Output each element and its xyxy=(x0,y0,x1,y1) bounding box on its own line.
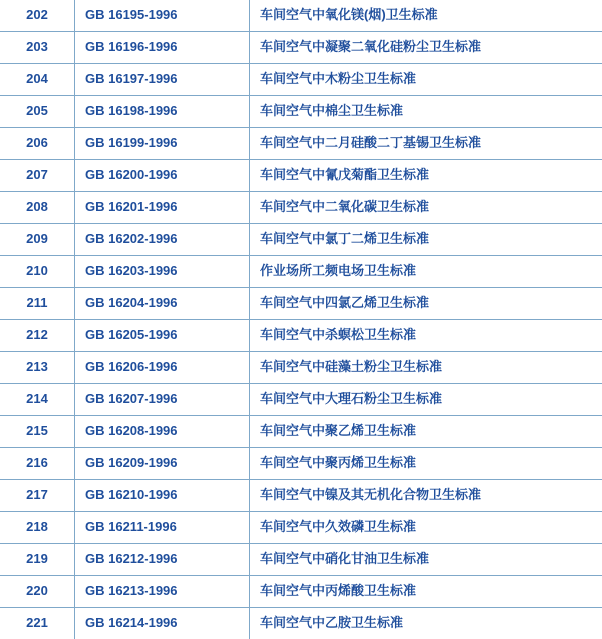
table-row xyxy=(0,288,602,320)
standard-code: GB 16208-1996 xyxy=(85,424,243,438)
standard-code-cell xyxy=(75,192,250,224)
row-number: 206 xyxy=(6,136,68,150)
standard-code-cell xyxy=(75,256,250,288)
row-number: 216 xyxy=(6,456,68,470)
table-row xyxy=(0,64,602,96)
row-number-cell xyxy=(0,256,75,288)
standard-code-cell xyxy=(75,544,250,576)
row-number: 217 xyxy=(6,488,68,502)
row-number-cell xyxy=(0,0,75,32)
row-number-cell xyxy=(0,64,75,96)
row-number: 202 xyxy=(6,8,68,22)
standard-title-cell xyxy=(250,96,602,128)
row-number-cell xyxy=(0,192,75,224)
row-number: 207 xyxy=(6,168,68,182)
standard-code: GB 16201-1996 xyxy=(85,200,243,214)
table-row xyxy=(0,576,602,608)
table-row xyxy=(0,448,602,480)
row-number: 210 xyxy=(6,264,68,278)
standard-code-cell xyxy=(75,320,250,352)
standard-code: GB 16199-1996 xyxy=(85,136,243,150)
standard-title: 车间空气中乙胺卫生标准 xyxy=(260,616,602,630)
table-row xyxy=(0,384,602,416)
table-row xyxy=(0,512,602,544)
standard-title-cell xyxy=(250,320,602,352)
standard-code: GB 16198-1996 xyxy=(85,104,243,118)
row-number-cell xyxy=(0,32,75,64)
table-row xyxy=(0,320,602,352)
standard-title: 车间空气中硅藻土粉尘卫生标准 xyxy=(260,360,602,374)
table-row xyxy=(0,128,602,160)
standard-title: 车间空气中凝聚二氧化硅粉尘卫生标准 xyxy=(260,40,602,54)
standard-title-cell xyxy=(250,288,602,320)
standard-title-cell xyxy=(250,480,602,512)
row-number: 213 xyxy=(6,360,68,374)
standard-title-cell xyxy=(250,416,602,448)
standard-code-cell xyxy=(75,576,250,608)
row-number: 212 xyxy=(6,328,68,342)
table-row xyxy=(0,416,602,448)
standard-title: 车间空气中杀螟松卫生标准 xyxy=(260,328,602,342)
standard-title: 车间空气中氯丁二烯卫生标准 xyxy=(260,232,602,246)
standard-title-cell xyxy=(250,0,602,32)
table-row xyxy=(0,480,602,512)
standard-title-cell xyxy=(250,128,602,160)
row-number-cell xyxy=(0,512,75,544)
standard-title-cell xyxy=(250,512,602,544)
table-row xyxy=(0,0,602,32)
standard-title-cell xyxy=(250,160,602,192)
table-row xyxy=(0,256,602,288)
standard-code-cell xyxy=(75,0,250,32)
row-number-cell xyxy=(0,448,75,480)
row-number: 208 xyxy=(6,200,68,214)
table-row xyxy=(0,160,602,192)
standard-code-cell xyxy=(75,160,250,192)
standard-title-cell xyxy=(250,256,602,288)
standard-code: GB 16203-1996 xyxy=(85,264,243,278)
row-number: 214 xyxy=(6,392,68,406)
standard-code-cell xyxy=(75,352,250,384)
row-number-cell xyxy=(0,160,75,192)
standard-title: 车间空气中聚丙烯卫生标准 xyxy=(260,456,602,470)
row-number-cell xyxy=(0,608,75,639)
row-number: 204 xyxy=(6,72,68,86)
standard-title-cell xyxy=(250,352,602,384)
standard-code-cell xyxy=(75,32,250,64)
standard-title-cell xyxy=(250,608,602,639)
row-number: 205 xyxy=(6,104,68,118)
standard-title: 车间空气中硝化甘油卫生标准 xyxy=(260,552,602,566)
row-number-cell xyxy=(0,352,75,384)
standard-code: GB 16205-1996 xyxy=(85,328,243,342)
standard-title-cell xyxy=(250,384,602,416)
standard-code-cell xyxy=(75,384,250,416)
standard-code-cell xyxy=(75,224,250,256)
table-row xyxy=(0,544,602,576)
row-number-cell xyxy=(0,224,75,256)
table-row xyxy=(0,352,602,384)
standard-code: GB 16213-1996 xyxy=(85,584,243,598)
standard-code-cell xyxy=(75,448,250,480)
table-row xyxy=(0,224,602,256)
row-number-cell xyxy=(0,288,75,320)
row-number-cell xyxy=(0,480,75,512)
standard-code-cell xyxy=(75,128,250,160)
row-number: 220 xyxy=(6,584,68,598)
standard-code: GB 16195-1996 xyxy=(85,8,243,22)
table-row xyxy=(0,608,602,639)
row-number: 218 xyxy=(6,520,68,534)
standard-code: GB 16207-1996 xyxy=(85,392,243,406)
standard-code: GB 16209-1996 xyxy=(85,456,243,470)
standard-title: 车间空气中二月硅酸二丁基锡卫生标准 xyxy=(260,136,602,150)
standard-title: 车间空气中久效磷卫生标准 xyxy=(260,520,602,534)
row-number: 209 xyxy=(6,232,68,246)
row-number-cell xyxy=(0,416,75,448)
standard-title: 车间空气中氧化镁(烟)卫生标准 xyxy=(260,8,602,22)
table-row xyxy=(0,96,602,128)
standard-code: GB 16200-1996 xyxy=(85,168,243,182)
standard-title: 车间空气中二氧化碳卫生标准 xyxy=(260,200,602,214)
row-number: 203 xyxy=(6,40,68,54)
standard-title-cell xyxy=(250,64,602,96)
standard-title-cell xyxy=(250,448,602,480)
row-number-cell xyxy=(0,128,75,160)
standard-code: GB 16202-1996 xyxy=(85,232,243,246)
row-number-cell xyxy=(0,576,75,608)
table-row xyxy=(0,32,602,64)
standard-code: GB 16206-1996 xyxy=(85,360,243,374)
row-number: 221 xyxy=(6,616,68,630)
table-row xyxy=(0,192,602,224)
row-number-cell xyxy=(0,320,75,352)
standard-title: 作业场所工频电场卫生标准 xyxy=(260,264,602,278)
standard-title: 车间空气中大理石粉尘卫生标准 xyxy=(260,392,602,406)
standard-title: 车间空气中四氯乙烯卫生标准 xyxy=(260,296,602,310)
row-number: 219 xyxy=(6,552,68,566)
standard-code-cell xyxy=(75,288,250,320)
standard-title-cell xyxy=(250,224,602,256)
row-number: 215 xyxy=(6,424,68,438)
standard-code-cell xyxy=(75,608,250,639)
standard-title: 车间空气中棉尘卫生标准 xyxy=(260,104,602,118)
row-number-cell xyxy=(0,96,75,128)
standard-code: GB 16212-1996 xyxy=(85,552,243,566)
standard-code-cell xyxy=(75,512,250,544)
row-number-cell xyxy=(0,384,75,416)
row-number: 211 xyxy=(6,296,68,310)
standard-title: 车间空气中丙烯酸卫生标准 xyxy=(260,584,602,598)
standard-title-cell xyxy=(250,544,602,576)
standard-code: GB 16196-1996 xyxy=(85,40,243,54)
standard-code: GB 16204-1996 xyxy=(85,296,243,310)
standard-title: 车间空气中氰戊菊酯卫生标准 xyxy=(260,168,602,182)
standard-code-cell xyxy=(75,480,250,512)
standard-code: GB 16210-1996 xyxy=(85,488,243,502)
standard-title: 车间空气中镍及其无机化合物卫生标准 xyxy=(260,488,602,502)
standard-title: 车间空气中木粉尘卫生标准 xyxy=(260,72,602,86)
standard-title-cell xyxy=(250,32,602,64)
standard-title-cell xyxy=(250,192,602,224)
standard-code-cell xyxy=(75,96,250,128)
standard-title: 车间空气中聚乙烯卫生标准 xyxy=(260,424,602,438)
row-number-cell xyxy=(0,544,75,576)
standard-code: GB 16197-1996 xyxy=(85,72,243,86)
standard-code: GB 16214-1996 xyxy=(85,616,243,630)
standard-code: GB 16211-1996 xyxy=(85,520,243,534)
standard-code-cell xyxy=(75,64,250,96)
standard-code-cell xyxy=(75,416,250,448)
standard-title-cell xyxy=(250,576,602,608)
